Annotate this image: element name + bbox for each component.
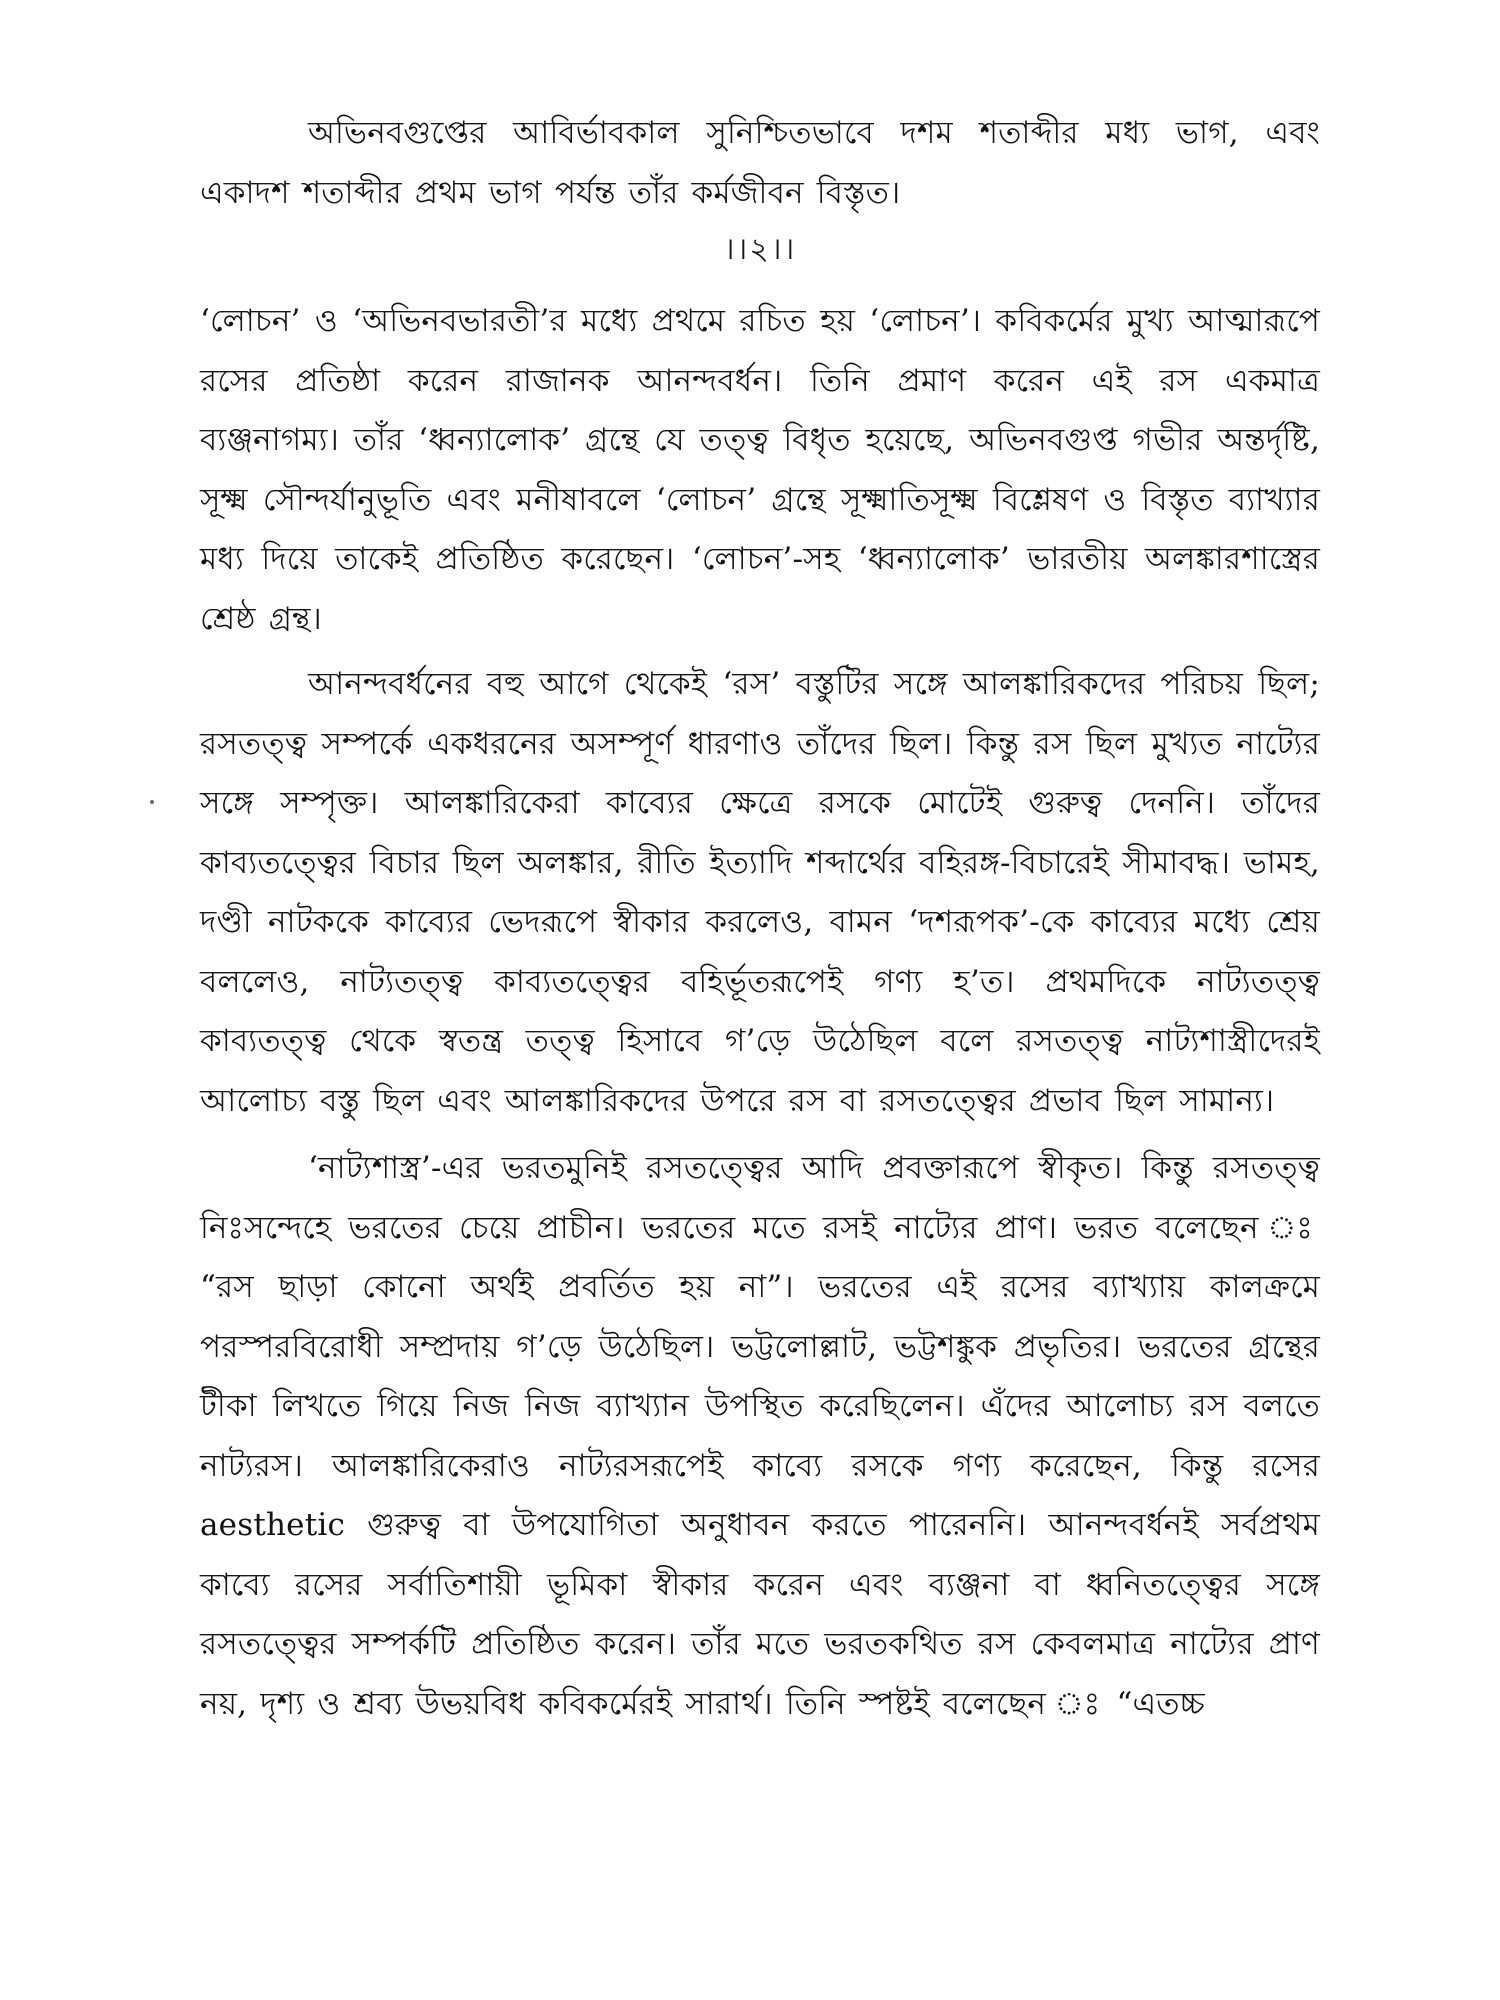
body-paragraphs [200,292,1320,1734]
intro-paragraph-block [200,104,1320,223]
section-number: ।।২।। [723,232,797,267]
scan-speck [150,800,154,804]
paragraph-lochan: ‘লোচন’ ও ‘অভিনবভারতী’র মধ্যে প্রথমে রচিত হয় ‘লোচন’। কবিকর্মের মুখ্য আত্মারূপে রসের প্রতিষ্ঠা করেন রাজানক আনন্দবর্ধন। তিনি প্রমাণ করেন এই রস একমাত্র ব্যঞ্জনাগম্য। তাঁর ‘ধ্বন্যালোক’ গ্রন্থে যে তত্ত্ব বিধৃত হয়েছে, অভিনবগুপ্ত গভীর অন্তর্দৃষ্টি, সূক্ষ্ম সৌন্দর্যানুভূতি এবং মনীষাবলে ‘লোচন’ গ্রন্থে সূক্ষ্মাতিসূক্ষ্ম বিশ্লেষণ ও বিস্তৃত ব্যাখ্যার মধ্য দিয়ে তাকেই প্রতিষ্ঠিত করেছেন। ‘লোচন’-সহ ‘ধ্বন্যালোক’ ভারতীয় অলঙ্কারশাস্ত্রের শ্রেষ্ঠ গ্রন্থ। [200,303,1320,637]
paragraph-anandavardhana: আনন্দবর্ধনের বহু আগে থেকেই ‘রস’ বস্তুটির সঙ্গে আলঙ্কারিকদের পরিচয় ছিল; রসতত্ত্ব সম্পর্কে একধরনের অসম্পূর্ণ ধারণাও তাঁদের ছিল। কিন্তু রস ছিল মুখ্যত নাট্যের সঙ্গে সম্পৃক্ত। আলঙ্কারিকেরা কাব্যের ক্ষেত্রে রসকে মোটেই গুরুত্ব দেননি। তাঁদের কাব্যতত্ত্বের বিচার ছিল অলঙ্কার, রীতি ইত্যাদি শব্দার্থের বহিরঙ্গ-বিচারেই সীমাবদ্ধ। ভামহ, দণ্ডী নাটককে কাব্যের ভেদরূপে স্বীকার করলেও, বামন ‘দশরূপক’-কে কাব্যের মধ্যে শ্রেয় বললেও, নাট্যতত্ত্ব কাব্যতত্ত্বের বহির্ভূতরূপেই গণ্য হ’ত। প্রথমদিকে নাট্যতত্ত্ব কাব্যতত্ত্ব থেকে স্বতন্ত্র তত্ত্ব হিসাবে গ’ড়ে উঠেছিল বলে রসতত্ত্ব নাট্যশাস্ত্রীদেরই আলোচ্য বস্তু ছিল এবং আলঙ্কারিকদের উপরে রস বা রসতত্ত্বের প্রভাব ছিল সামান্য। [200,666,1320,1119]
paragraph-intro: অভিনবগুপ্তের আবির্ভাবকাল সুনিশ্চিতভাবে দশম শতাব্দীর মধ্য ভাগ, এবং একাদশ শতাব্দীর প্রথম ভাগ পর্যন্ত তাঁর কর্মজীবন বিস্তৃত। [200,115,1320,211]
paragraph-natyashastra: ‘নাট্যশাস্ত্র’-এর ভরতমুনিই রসতত্ত্বের আদি প্রবক্তারূপে স্বীকৃত। কিন্তু রসতত্ত্ব নিঃসন্দেহে ভরতের চেয়ে প্রাচীন। ভরতের মতে রসই নাট্যের প্রাণ। ভরত বলেছেন ঃ “রস ছাড়া কোনো অর্থই প্রবর্তিত হয় না”। ভরতের এই রসের ব্যাখ্যায় কালক্রমে পরস্পরবিরোধী সম্প্রদায় গ’ড়ে উঠেছিল। ভট্টলোল্লাট, ভট্টশঙ্কুক প্রভৃতির। ভরতের গ্রন্থের টীকা লিখতে গিয়ে নিজ নিজ ব্যাখ্যান উপস্থিত করেছিলেন। এঁদের আলোচ্য রস বলতে নাট্যরস। আলঙ্কারিকেরাও নাট্যরসরূপেই কাব্যে রসকে গণ্য করেছেন, কিন্তু রসের aesthetic গুরুত্ব বা উপযোগিতা অনুধাবন করতে পারেননি। আনন্দবর্ধনই সর্বপ্রথম কাব্যে রসের সর্বাতিশায়ী ভূমিকা স্বীকার করেন এবং ব্যঞ্জনা বা ধ্বনিতত্ত্বের সঙ্গে রসতত্ত্বের সম্পর্কটি প্রতিষ্ঠিত করেন। তাঁর মতে ভরতকথিত রস কেবলমাত্র নাট্যের প্রাণ নয়, দৃশ্য ও শ্রব্য উভয়বিধ কবিকর্মেরই সারার্থ। তিনি স্পষ্টই বলেছেন ঃ “এতচ্চ [200,1150,1320,1722]
